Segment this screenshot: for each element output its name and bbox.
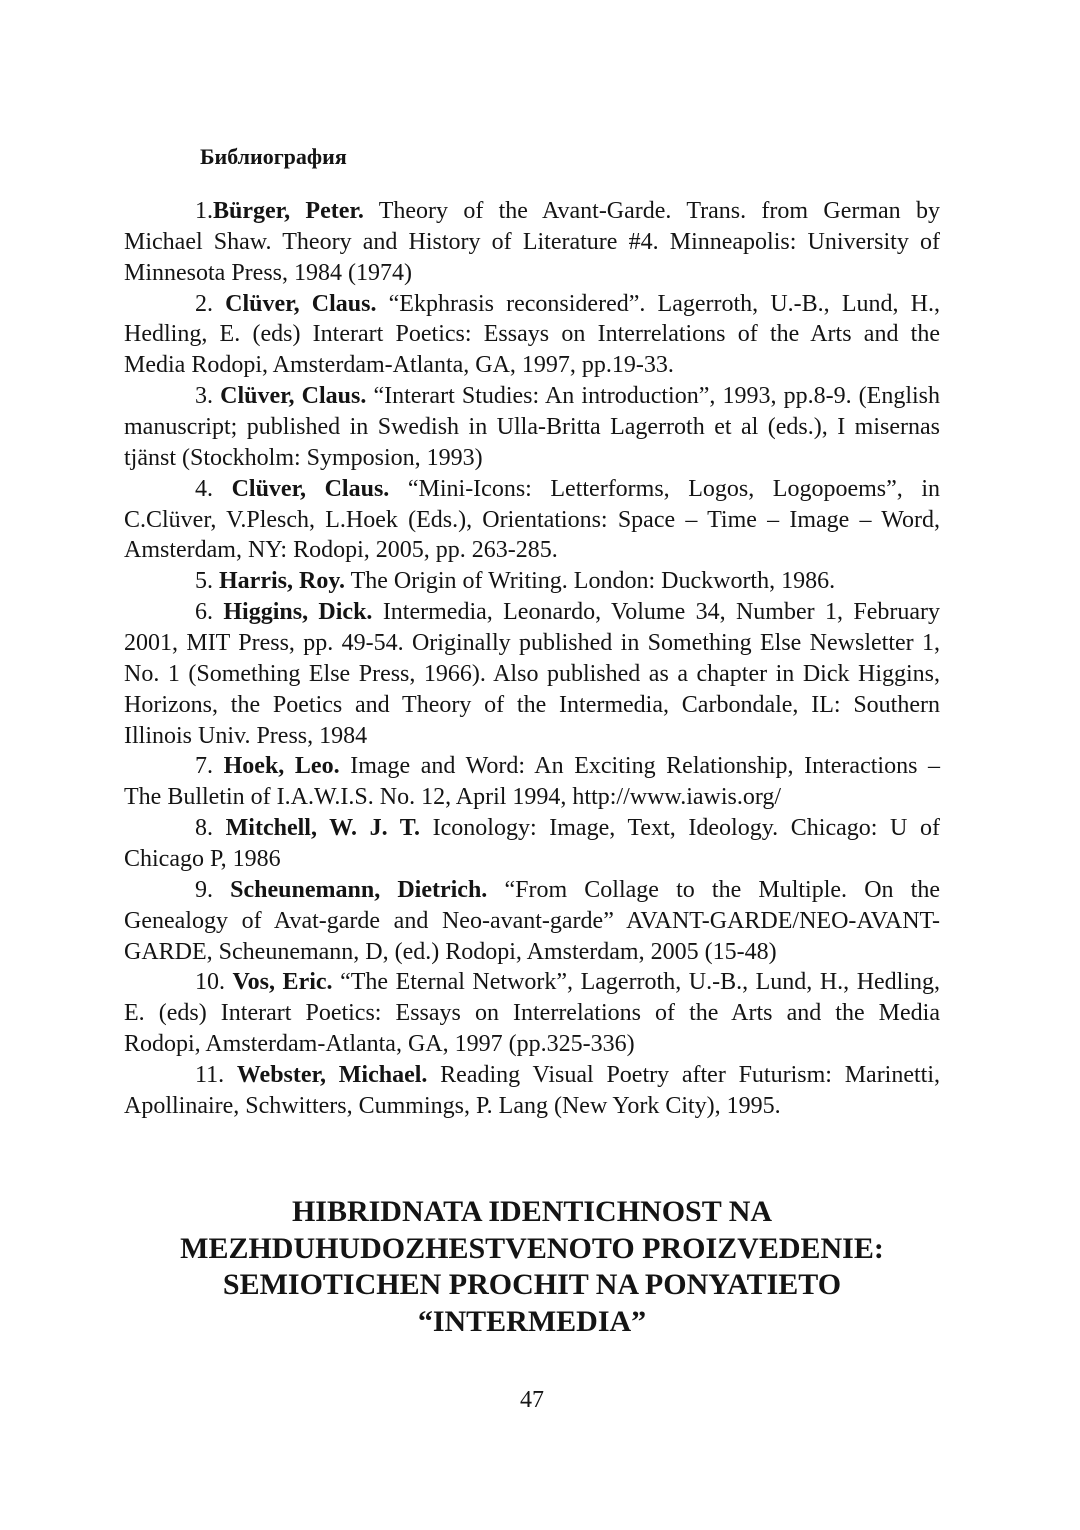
- entry-number: 9.: [195, 876, 213, 903]
- entry-number: 7.: [195, 753, 213, 780]
- entry-line: Rodopi, Amsterdam-Atlanta, GA, 1997 (pp.325-336): [124, 1031, 635, 1058]
- entry-first-line: [124, 813, 940, 844]
- entry-author: Higgins, Dick.: [223, 599, 373, 626]
- entry-line: Chicago P, 1986: [124, 846, 281, 873]
- entry-first-line: [124, 597, 940, 628]
- page-number: 47: [520, 1387, 544, 1413]
- entry-first-line: [124, 566, 940, 597]
- entry-author: Harris, Roy.: [219, 568, 345, 595]
- entry-line: Genealogy of Avat-garde and Neo-avant-garde” AVANT-GARDE/NEO-AVANT-: [124, 907, 940, 934]
- entry-line: manuscript; published in Swedish in Ulla-Britta Lagerroth et al (eds.), I misernas: [124, 414, 940, 441]
- entry-text: “Mini-Icons: Letterforms, Logos, Logopoems”, in: [407, 475, 941, 502]
- entry-line: No. 1 (Something Else Press, 1966). Also published as a chapter in Dick Higgins,: [124, 660, 940, 687]
- entry-text: Reading Visual Poetry after Futurism: Marinetti,: [440, 1062, 941, 1089]
- entry-text: “From Collage to the Multiple. On the: [504, 876, 940, 903]
- bibliography-entry: [124, 967, 940, 1060]
- entry-text: “Interart Studies: An introduction”, 1993, pp.8-9. (English: [373, 383, 941, 410]
- entry-number: 11.: [195, 1062, 225, 1089]
- bibliography-entry: [124, 875, 940, 968]
- entry-text: “The Eternal Network”, Lagerroth, U.-B., Lund, H., Hedling,: [340, 969, 941, 996]
- entry-author: Bürger, Peter.: [213, 198, 364, 224]
- entry-line: Hedling, E. (eds) Interart Poetics: Essays on Interrelations of the Arts and the: [124, 321, 940, 348]
- entry-author: Clüver, Claus.: [231, 475, 390, 502]
- entry-number: 8.: [195, 815, 213, 842]
- title-line: MEZHDUHUDOZHESTVENOTO PROIZVEDENIE:: [180, 1231, 884, 1265]
- entry-line: The Bulletin of I.A.W.I.S. No. 12, April 1994, http://www.iawis.org/: [124, 784, 782, 811]
- entry-first-line: [124, 1060, 940, 1091]
- entry-first-line: [124, 875, 940, 906]
- entry-line: Michael Shaw. Theory and History of Literature #4. Minneapolis: University of: [124, 228, 940, 255]
- entry-number: 3.: [195, 383, 213, 410]
- entry-author: Clüver, Claus.: [220, 383, 367, 410]
- entry-number: 4.: [195, 475, 213, 502]
- entry-first-line: [124, 474, 940, 505]
- entry-first-line: [124, 289, 940, 320]
- entry-line: Amsterdam, NY: Rodopi, 2005, pp. 263-285.: [124, 537, 558, 564]
- title-line: SEMIOTICHEN PROCHIT NA PONYATIETO: [222, 1268, 842, 1301]
- entry-first-line: [124, 967, 940, 998]
- entry-number: 2.: [195, 290, 213, 317]
- entry-text: Theory of the Avant-Garde. Trans. from German by: [378, 198, 940, 224]
- bibliography-entry: [124, 381, 940, 474]
- entry-line: Horizons, the Poetics and Theory of the Intermedia, Carbondale, IL: Southern: [124, 691, 940, 718]
- entry-line: 2001, MIT Press, pp. 49-54. Originally published in Something Else Newsletter 1,: [124, 630, 940, 657]
- bibliography-heading: Библиография: [200, 144, 347, 169]
- entry-line: Illinois Univ. Press, 1984: [124, 722, 368, 749]
- bibliography-entry: [124, 813, 940, 875]
- entry-first-line: [124, 381, 940, 412]
- entry-text: Intermedia, Leonardo, Volume 34, Number 1, February: [382, 599, 940, 626]
- article-title: [124, 1194, 940, 1340]
- entry-author: Clüver, Claus.: [225, 290, 377, 317]
- bibliography-list: [124, 196, 940, 1122]
- entry-first-line: [124, 751, 940, 782]
- entry-line: E. (eds) Interart Poetics: Essays on Interrelations of the Arts and the Media: [124, 1000, 940, 1027]
- entry-number: 10.: [195, 969, 225, 996]
- bibliography-entry: [124, 474, 940, 567]
- entry-number: 6.: [195, 599, 213, 626]
- entry-line: C.Clüver, V.Plesch, L.Hoek (Eds.), Orientations: Space – Time – Image – Word,: [124, 506, 940, 533]
- entry-author: Vos, Eric.: [232, 969, 333, 996]
- bibliography-entry: [124, 196, 940, 289]
- bibliography-entry: [124, 566, 940, 597]
- bibliography-entry: [124, 597, 940, 751]
- title-line: HIBRIDNATA IDENTICHNOST NA: [291, 1195, 773, 1228]
- entry-line: Minnesota Press, 1984 (1974): [124, 259, 412, 286]
- entry-line: tjänst (Stockholm: Symposion, 1993): [124, 444, 483, 471]
- entry-line: Media Rodopi, Amsterdam-Atlanta, GA, 1997, pp.19-33.: [124, 352, 674, 379]
- entry-text: Iconology: Image, Text, Ideology. Chicago: U of: [432, 815, 941, 842]
- entry-line: Apollinaire, Schwitters, Cummings, P. Lang (New York City), 1995.: [124, 1092, 781, 1119]
- entry-number: 5.: [195, 568, 213, 595]
- bibliography-entry: [124, 289, 940, 382]
- entry-text: Image and Word: An Exciting Relationship, Interactions –: [350, 753, 941, 780]
- title-line: “INTERMEDIA”: [417, 1304, 647, 1338]
- entry-number: 1.: [195, 198, 213, 224]
- bibliography-entry: [124, 1060, 940, 1122]
- bibliography-entry: [124, 751, 940, 813]
- entry-line: GARDE, Scheunemann, D, (ed.) Rodopi, Amsterdam, 2005 (15-48): [124, 938, 777, 965]
- entry-text: The Origin of Writing. London: Duckworth, 1986.: [350, 568, 836, 595]
- entry-author: Scheunemann, Dietrich.: [230, 876, 488, 903]
- entry-author: Hoek, Leo.: [223, 753, 340, 780]
- entry-text: “Ekphrasis reconsidered”. Lagerroth, U.-B., Lund, H.,: [388, 290, 941, 317]
- entry-first-line: [124, 196, 940, 227]
- entry-author: Mitchell, W. J. T.: [225, 815, 421, 842]
- entry-author: Webster, Michael.: [236, 1062, 428, 1089]
